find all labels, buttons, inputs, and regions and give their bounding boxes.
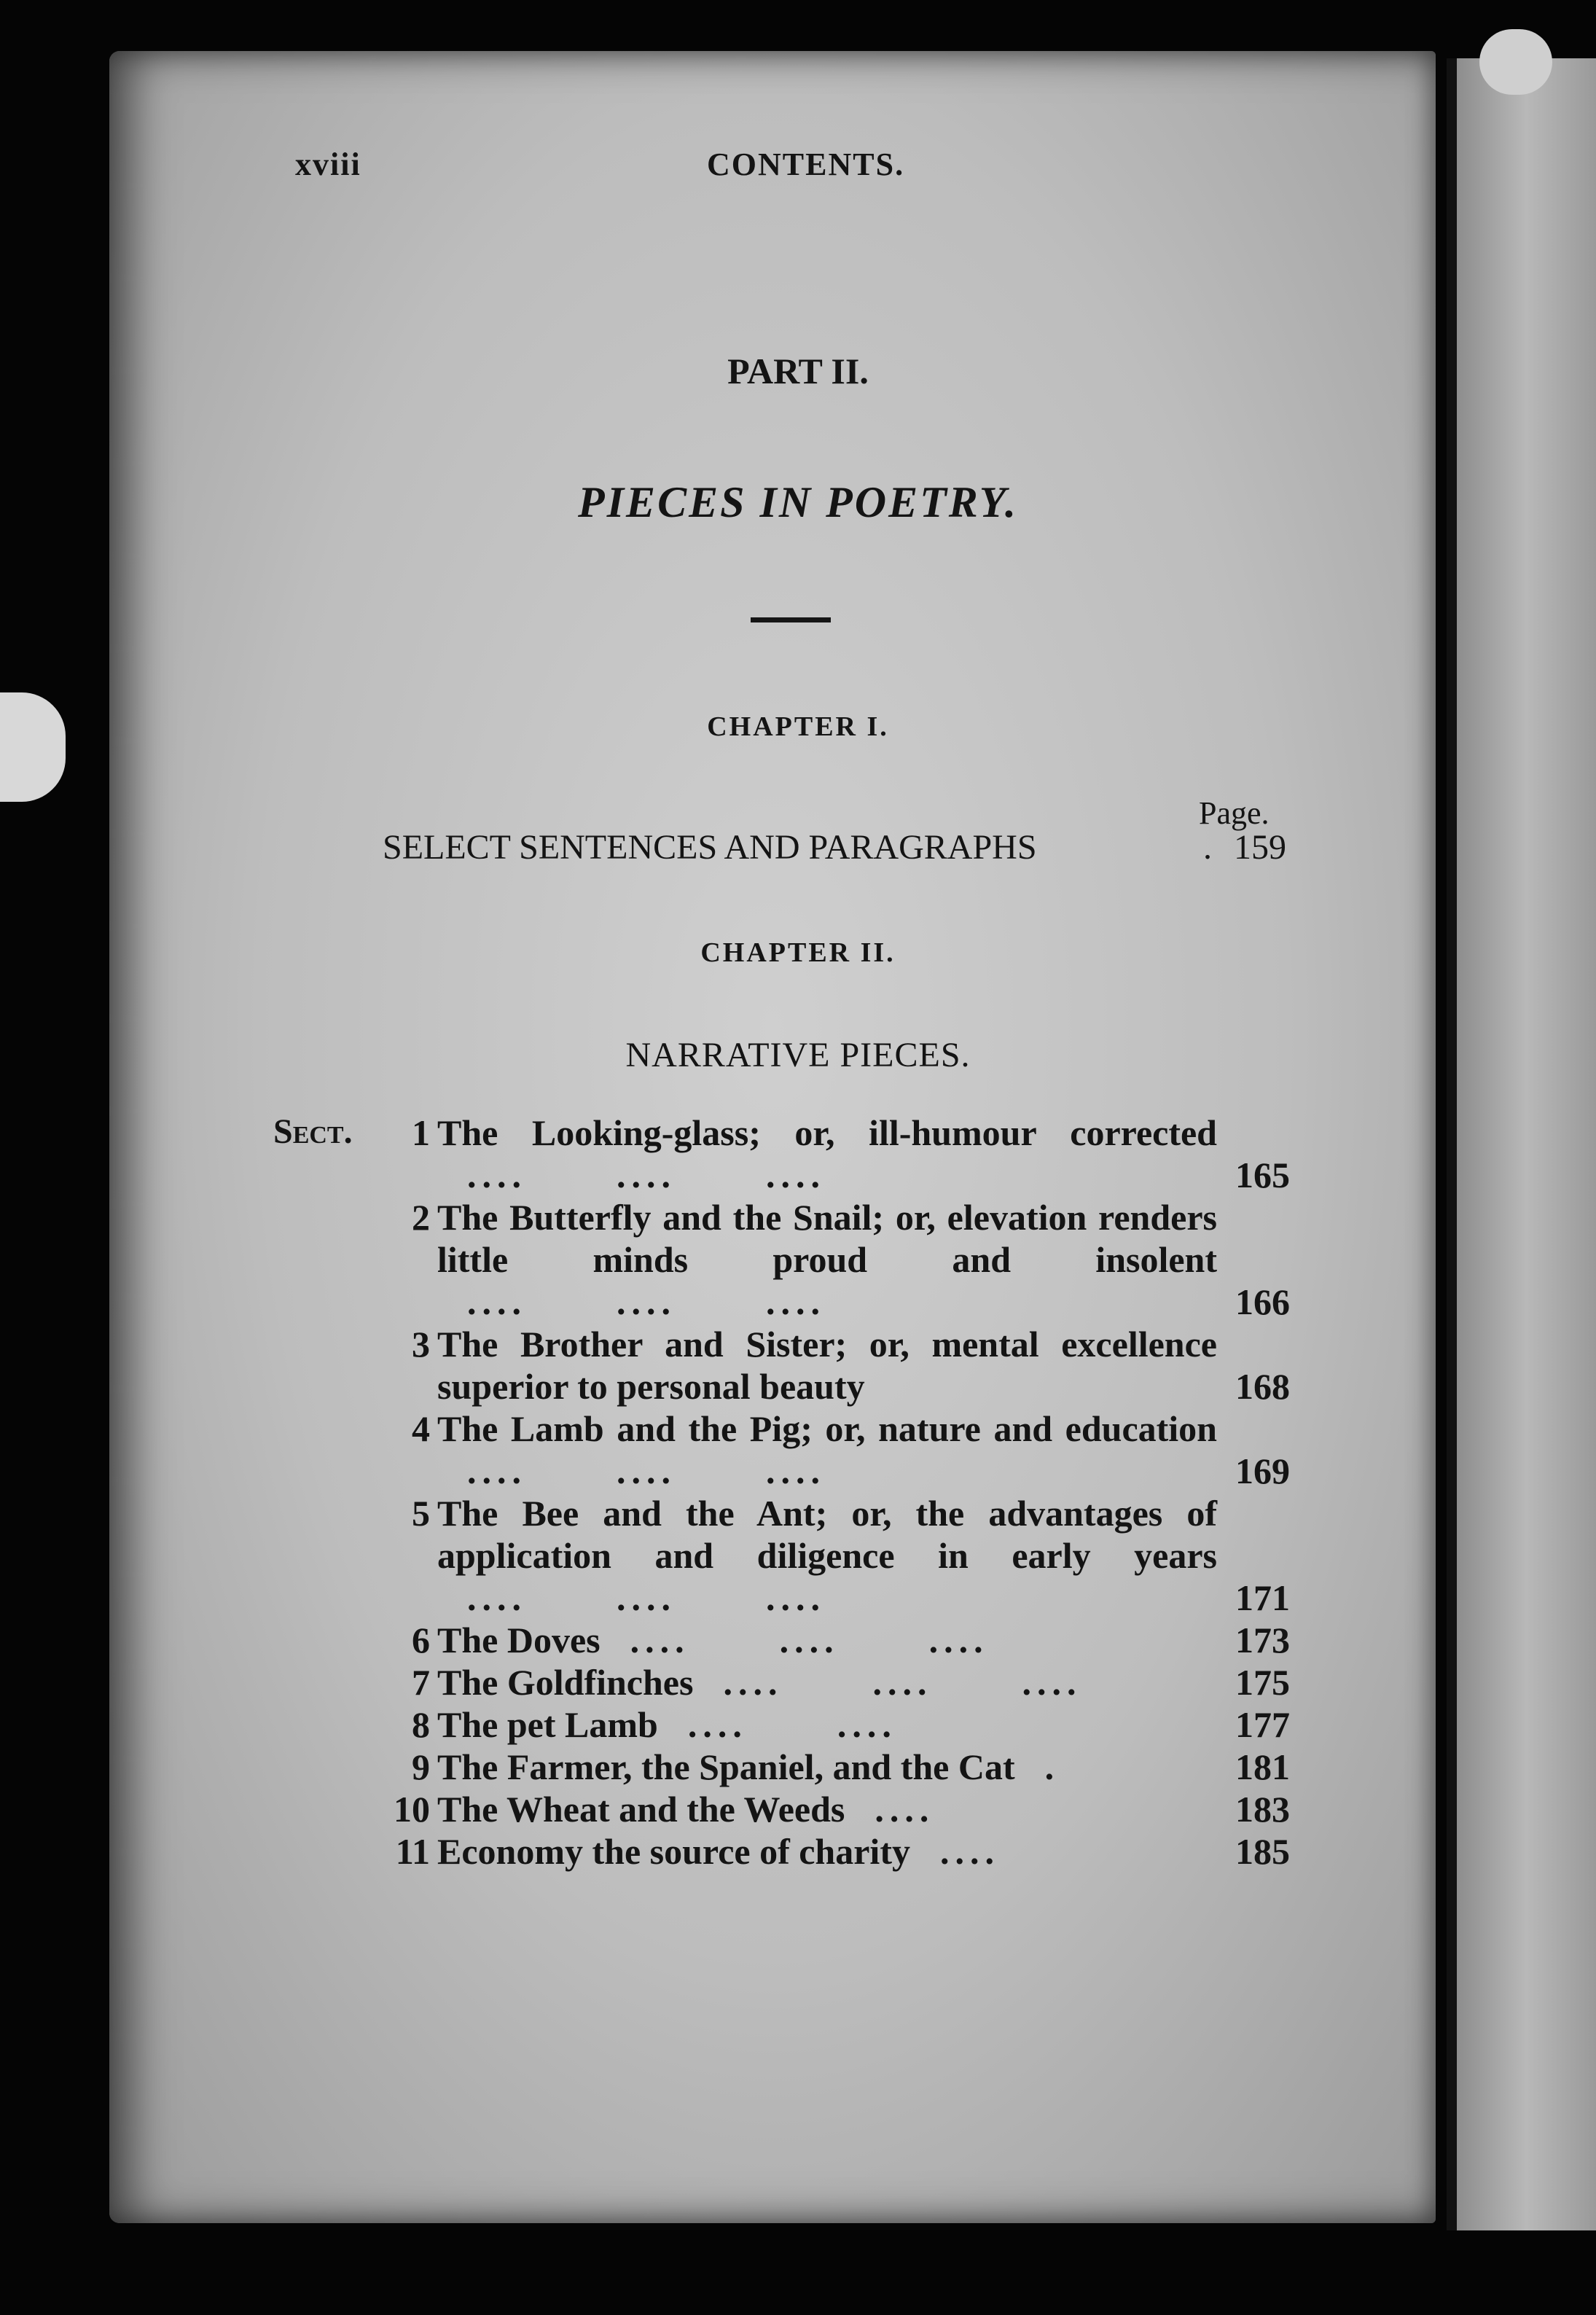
toc-entry-number: 6: [412, 1620, 430, 1660]
toc-entry-page: 181: [1235, 1746, 1290, 1787]
toc-entry-page: 165: [1235, 1155, 1290, 1195]
toc-entry: [372, 1323, 1290, 1408]
toc-entry: [372, 1619, 1290, 1661]
toc-entry-page: 159: [1234, 828, 1286, 867]
toc-entry-page: 175: [1235, 1662, 1290, 1703]
toc-entry-leader: .... .... ....: [437, 1451, 826, 1491]
toc-entry-title-text: The Farmer, the Spaniel, and the Cat: [437, 1746, 1015, 1787]
toc-entry-title-text: The Wheat and the Weeds: [437, 1789, 845, 1830]
sect-label: Sect.: [273, 1112, 353, 1151]
toc-entry-title-text: The Bee and the Ant; or, the advantages of application and diligence in early years: [437, 1493, 1217, 1576]
toc-entry-page: 171: [1235, 1577, 1290, 1618]
toc-entry-leader: .... ....: [657, 1704, 897, 1745]
toc-entry-title: [437, 1703, 1217, 1746]
toc-entry-number: 11: [395, 1831, 430, 1872]
toc-entry-number: 4: [412, 1408, 430, 1449]
toc-entry-title-text: The Brother and Sister; or, mental excellence superior to personal beauty: [437, 1324, 1217, 1407]
part-title: PART II.: [727, 351, 869, 391]
toc-entry-leader: ....: [910, 1831, 1000, 1872]
toc-entry: [372, 1746, 1290, 1788]
toc-entry-page: 173: [1235, 1620, 1290, 1660]
toc-entry-page: 166: [1235, 1281, 1290, 1322]
toc-entry-title: [437, 1830, 1217, 1873]
toc-entry-number: 7: [412, 1662, 430, 1703]
toc-entry-page: 177: [1235, 1704, 1290, 1745]
part-subtitle: PIECES IN POETRY.: [578, 478, 1018, 526]
toc-entry-number: 5: [412, 1493, 430, 1534]
toc-entry: [372, 1196, 1290, 1323]
toc-entry-title: [437, 1746, 1217, 1788]
toc-entry: [372, 1661, 1290, 1703]
chapter-1-heading: CHAPTER I.: [707, 711, 889, 742]
toc-entry-title: [437, 1788, 1217, 1830]
toc-entry-number: 8: [412, 1704, 430, 1745]
page-edge-mark: [0, 692, 66, 802]
toc-entry: [372, 1703, 1290, 1746]
toc-entry-title: [437, 1619, 1217, 1661]
toc-entry-title-text: The Looking-glass; or, ill-humour corrected: [437, 1112, 1217, 1153]
toc-entry-leader: .... .... ....: [437, 1155, 826, 1195]
toc-entry-title: [437, 1323, 1217, 1408]
toc-entry-title-text: The pet Lamb: [437, 1704, 658, 1745]
running-title: CONTENTS.: [707, 147, 905, 182]
toc-entry-title: [437, 1492, 1217, 1619]
toc-entry-number: 1: [412, 1112, 430, 1153]
toc-entry-title-text: The Butterfly and the Snail; or, elevation renders little minds proud and insolent: [437, 1197, 1217, 1280]
toc-entries: [372, 1112, 1290, 1873]
chapter-2-heading: CHAPTER II.: [700, 937, 896, 968]
toc-entry-title-text: The Lamb and the Pig; or, nature and education: [437, 1408, 1217, 1449]
toc-entry: [372, 1408, 1290, 1492]
toc-entry-title-text: The Doves: [437, 1620, 601, 1660]
toc-entry-page: 168: [1235, 1366, 1290, 1407]
page-column-label: Page.: [1199, 795, 1270, 831]
toc-entry-leader: .... .... ....: [437, 1281, 826, 1322]
toc-entry-leader: .: [1203, 828, 1212, 867]
toc-entry-title: [437, 1661, 1217, 1703]
toc-entry-page: 183: [1235, 1789, 1290, 1830]
section-title: NARRATIVE PIECES.: [625, 1036, 971, 1074]
toc-entry: [372, 1830, 1290, 1873]
toc-entry-title-text: Economy the source of charity: [437, 1831, 910, 1872]
toc-entry-select-sentences: [383, 827, 1286, 867]
toc-entry-title: [437, 1112, 1217, 1196]
toc-entry-number: 9: [412, 1746, 430, 1787]
toc-entry-number: 3: [412, 1324, 430, 1365]
toc-entry-page: 185: [1235, 1831, 1290, 1872]
toc-entry-title: [437, 1196, 1217, 1323]
toc-entry-leader: .... .... ....: [693, 1662, 1082, 1703]
corner-mark: [1479, 29, 1552, 95]
toc-entry-page: 169: [1235, 1451, 1290, 1491]
toc-entry-title-text: The Goldfinches: [437, 1662, 694, 1703]
toc-entry: [372, 1492, 1290, 1619]
divider-rule: [751, 617, 831, 622]
toc-entry-leader: .... .... ....: [437, 1577, 826, 1618]
toc-entry: [372, 1112, 1290, 1196]
toc-entry-number: 10: [394, 1789, 430, 1830]
toc-entry-leader: .: [1014, 1746, 1060, 1787]
toc-entry-leader: ....: [845, 1789, 935, 1830]
toc-entry-title: [437, 1408, 1217, 1492]
toc-entry-number: 2: [412, 1197, 430, 1238]
page-folio: xviii: [295, 147, 361, 182]
toc-entry-leader: .... .... ....: [600, 1620, 989, 1660]
toc-entry: [372, 1788, 1290, 1830]
toc-entry-title: SELECT SENTENCES AND PARAGRAPHS: [383, 828, 1037, 867]
